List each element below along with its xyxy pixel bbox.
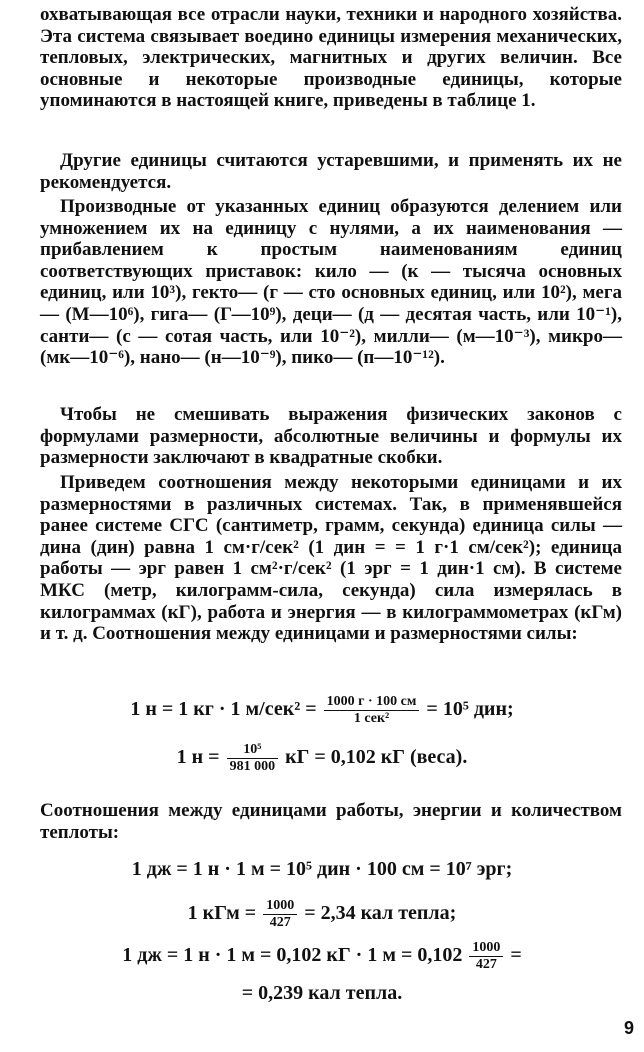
fraction-numerator: 1000 г · 100 см — [324, 694, 420, 711]
formula-joule-cal — [0, 940, 644, 973]
formula-newton-dyne — [0, 694, 644, 727]
paragraph-si-system: охватывающая все отрасли науки, техники и народного хозяйства. Эта система связывает воедино единицы измерения механических, тепловых, электрических, магнитных и других величин. Все основные и некоторые производные единицы, которые упоминаются в настоящей книге, приведены в таблице 1. — [40, 4, 622, 112]
paragraph-dimension-notation: Чтобы не смешивать выражения физических законов с формулами размерности, абсолютные величины и формулы их размерности заключают в квадратные скобки. — [40, 404, 622, 469]
paragraph-prefixes: Производные от указанных единиц образуются делением или умножением их на единицу с нулями, а их наименования — прибавлением к простым наименованиям единиц соответствующих приставок: кило — (к — тысяча основных единиц, или 10³), гекто— (г — сто основных единиц, или 10²), мега— (М—10⁶), гига— (Г—10⁹), деци— (д — десятая часть, или 10⁻¹), санти— (с — сотая часть, или 10⁻²), милли— (м—10⁻³), микро— (мк—10⁻⁶), нано— (н—10⁻⁹), пико— (п—10⁻¹²). — [40, 196, 622, 369]
fraction-numerator: 10⁵ — [227, 742, 279, 759]
fraction — [263, 898, 297, 931]
page-number: 9 — [623, 1018, 634, 1038]
fraction-numerator: 1000 — [263, 898, 297, 915]
fraction-denominator: 427 — [269, 915, 291, 930]
formula-joule-erg: 1 дж = 1 н · 1 м = 10⁵ дин · 100 см = 10⁷ эрг; — [131, 858, 513, 880]
formula-text: 1 дж = 1 н · 1 м = 0,102 кГ · 1 м = 0,102 — [122, 944, 463, 967]
fraction-denominator: 1 сек² — [353, 711, 390, 726]
fraction-denominator: 427 — [475, 957, 497, 972]
fraction — [227, 742, 279, 775]
paragraph-work-energy: Соотношения между единицами работы, энергии и количеством теплоты: — [40, 800, 622, 843]
formula-text: 1 н = 1 кг · 1 м/сек² = — [130, 698, 317, 721]
fraction-denominator: 981 000 — [229, 759, 276, 774]
paragraph-unit-relations: Приведем соотношения между некоторыми единицами и их размерностями в различных системах. Так, в применявшейся ранее системе СГС (сантиметр, грамм, секунда) единица силы — дина (дин) равна 1 см·г/сек² (1 дин = = 1 г·1 см/сек²); единица работы — эрг равен 1 см²·г/сек² (1 эрг = 1 дин·1 см). В системе МКС (метр, килограмм-сила, секунда) сила измерялась в килограммах (кГ), работа и энергия — в килограммометрах (кГм) и т. д. Соотношения между единицами и размерностями силы: — [40, 472, 622, 645]
formula-joule-cal-result: = 0,239 кал тепла. — [241, 982, 403, 1004]
formula-text: = — [510, 944, 522, 967]
formula-newton-kgf — [0, 742, 644, 775]
formula-text: 1 н = — [176, 746, 220, 769]
formula-kgm-cal — [0, 898, 644, 931]
formula-text: кГ = 0,102 кГ (веса). — [285, 746, 468, 769]
paragraph-obsolete-units: Другие единицы считаются устаревшими, и применять их не рекомендуется. — [40, 150, 622, 193]
fraction-numerator: 1000 — [469, 940, 503, 957]
fraction — [469, 940, 503, 973]
formula-text: = 10⁵ дин; — [426, 698, 514, 721]
formula-text: = 2,34 кал тепла; — [304, 902, 457, 925]
formula-text: 1 кГм = — [187, 902, 257, 925]
fraction — [324, 694, 420, 727]
